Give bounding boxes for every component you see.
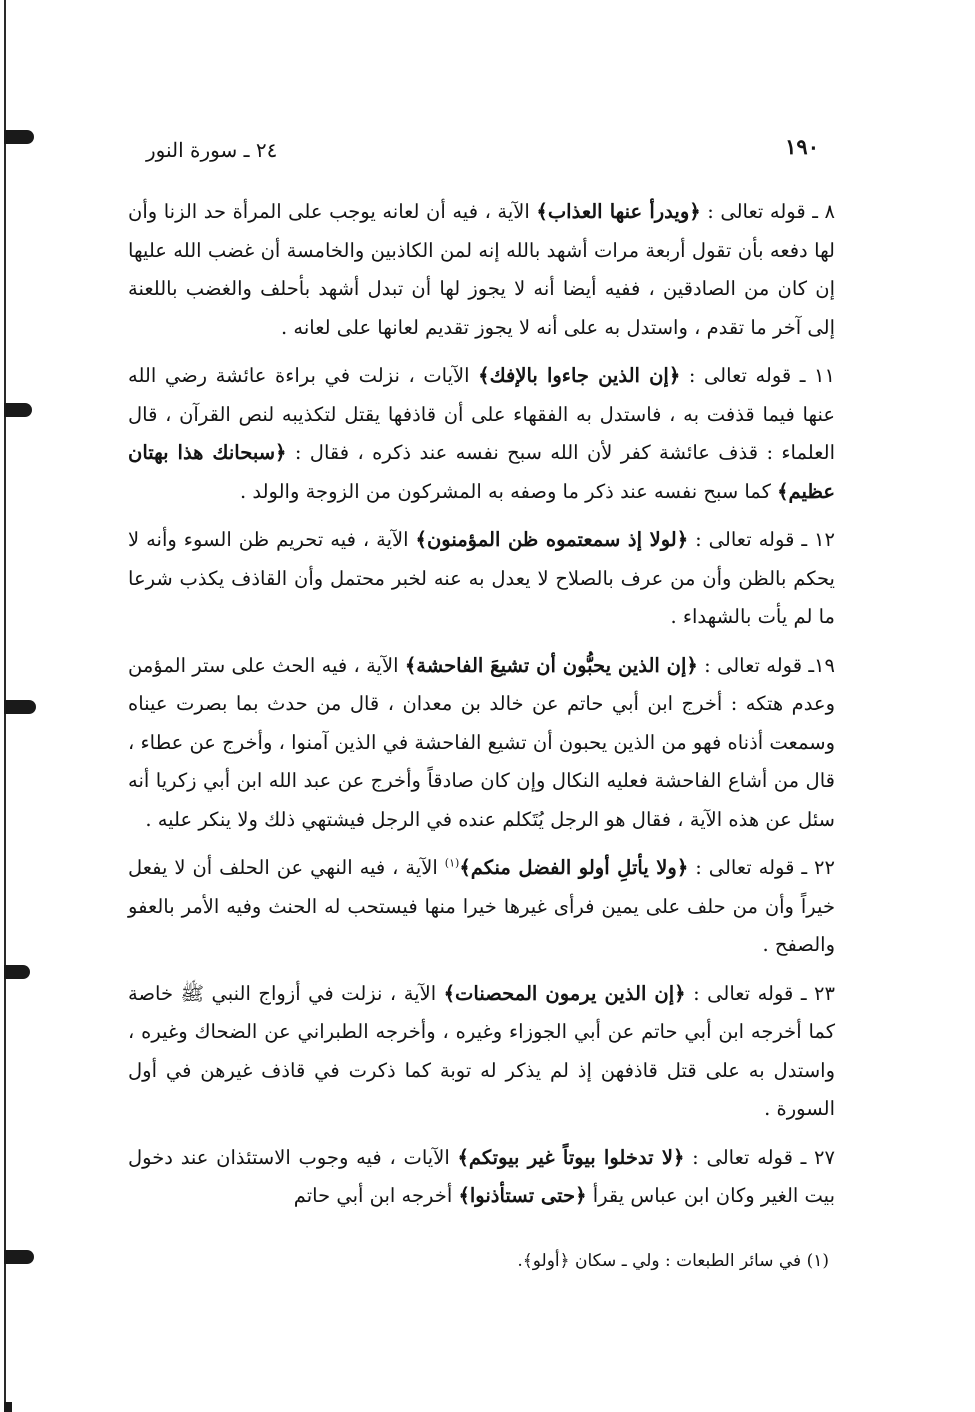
verse-number: ٢٢ ـ قوله تعالى : [688,856,835,879]
quran-quote: ﴿ويدرأ عنها العذاب﴾ [536,200,701,223]
paragraph-verse-8 [128,193,835,347]
quran-quote: ﴿إن الذين يرمون المحصنات﴾ [443,981,686,1005]
quran-quote: ﴿لولا إذ سمعتموه ظن المؤمنون﴾ [415,528,689,551]
verse-number: ٨ ـ قوله تعالى : [700,200,835,223]
quran-quote: ﴿إن الذين جاءوا بالإفك﴾ [478,364,681,387]
quran-quote: ﴿لا تدخلوا بيوتاً غير بيوتكم﴾ [457,1145,685,1169]
paragraph-verse-12 [128,521,835,637]
quran-quote: ﴿إن الذين يحبُّون أن تشيعَ الفاحشة﴾ [404,653,698,677]
running-header: ٢٤ ـ سورة النور [146,138,278,162]
verse-number: ٢٣ ـ قوله تعالى : [685,981,835,1005]
paragraph-verse-22 [128,849,835,965]
paragraph-verse-19 [128,647,835,840]
commentary: الآية ، نزلت في أزواج النبي ﷺ خاصة كما أخرجه ابن أبي حاتم عن أبي الجوزاء وغيره ، وأخرجه الطبراني عن الضحاك وغيره ، واستدل به على قتل قاذفهن إذ لم يذكر له توبة كما ذكرت في قاذف غيرهن في أول السورة . [128,981,835,1120]
paragraph-verse-23 [128,975,835,1129]
quran-quote: ﴿ولا يأتلِ أولو الفضل منكم﴾ [459,856,689,879]
verse-number: ١٢ ـ قوله تعالى : [688,528,835,551]
commentary: الآية ، فيه أن لعانه يوجب على المرأة حد الزنا وأن لها دفعه بأن تقول أربعة مرات أشهد بالله إنه لمن الكاذبين والخامسة أن غضب الله عليها إن كان من الصادقين ، ففيه أيضا أنه لا يجوز لها أن تبدل أشهد بأحلف والغضب باللعنة إلى آخر ما تقدم ، واستدل به على أنه لا يجوز تقديم لعانها على لعانه . [128,200,835,339]
verse-number: ١٩ـ قوله تعالى : [697,653,835,677]
commentary: الآيات ، فيه وجوب الاستئذان عند دخول بيت الغير وكان ابن عباس يقرأ [128,1145,835,1207]
commentary: الآية ، فيه النهي عن الحلف أن لا يفعل خيراً وأن من حلف على يمين فرأى غيرها خيرا منها فيستحب له الحنث وفيه الأمر بالعفو والصفح . [128,856,835,956]
scan-edge-mark [4,403,32,417]
scan-edge-mark [4,130,34,144]
commentary: الآية ، فيه تحريم ظن السوء وأنه لا يحكم بالظن وأن من عرف بالصلاح لا يعدل به عنه لخبر محتمل وأن القاذف يكذب شرعا ما لم يأت بالشهداء . [128,528,835,628]
footnote-reference[interactable]: (١) [444,856,460,870]
scan-edge-mark [4,700,36,714]
commentary: أخرجه ابن أبي حاتم [293,1184,459,1207]
main-text [128,193,835,1226]
verse-number: ١١ ـ قوله تعالى : [680,364,835,387]
scan-edge-mark [4,1250,34,1264]
commentary: كما سبح نفسه عند ذكر ما وصفه به المشركون من الزوجة والولد . [239,479,778,503]
commentary: الآيات ، نزلت في براءة عائشة رضي الله عنها فيما قذفت به ، فاستدل به الفقهاء على أن قاذفها يقتل لتكذيبه لنص القرآن ، قال العلماء : قذف عائشة كفر لأن الله سبح نفسه عند ذكره ، فقال : [128,364,835,464]
footnote: (١) في سائر الطبعات : ولي ـ سكان ﴿أولو﴾. [517,1251,829,1271]
commentary: الآية ، فيه الحث على ستر المؤمن وعدم هتكه : أخرج ابن أبي حاتم عن خالد بن معدان ، قال من حدث بما بصرت عيناه وسمعت أذناه فهو من الذين يحبون أن تشيع الفاحشة في الذين آمنوا ، وأخرج عن عطاء ، قال من أشاع الفاحشة فعليه النكال وإن كان صادقاً وأخرج عن عبد الله ابن أبي زكريا أنه سئل عن هذه الآية ، فقال هو الرجل يُتَكلم عنده في الرجل فيشتهي ذلك ولا ينكر عليه . [128,653,835,831]
paragraph-verse-27 [128,1139,835,1216]
scan-edge-mark [4,1402,12,1412]
quran-quote: ﴿سبحانك هذا بهتان عظيم﴾ [128,441,835,503]
page-number: ١٩٠ [785,134,819,159]
verse-number: ٢٧ ـ قوله تعالى : [684,1145,835,1169]
quran-quote: ﴿حتى تستأذنوا﴾ [458,1184,587,1207]
scan-edge-mark [4,965,30,979]
paragraph-verse-11 [128,357,835,511]
